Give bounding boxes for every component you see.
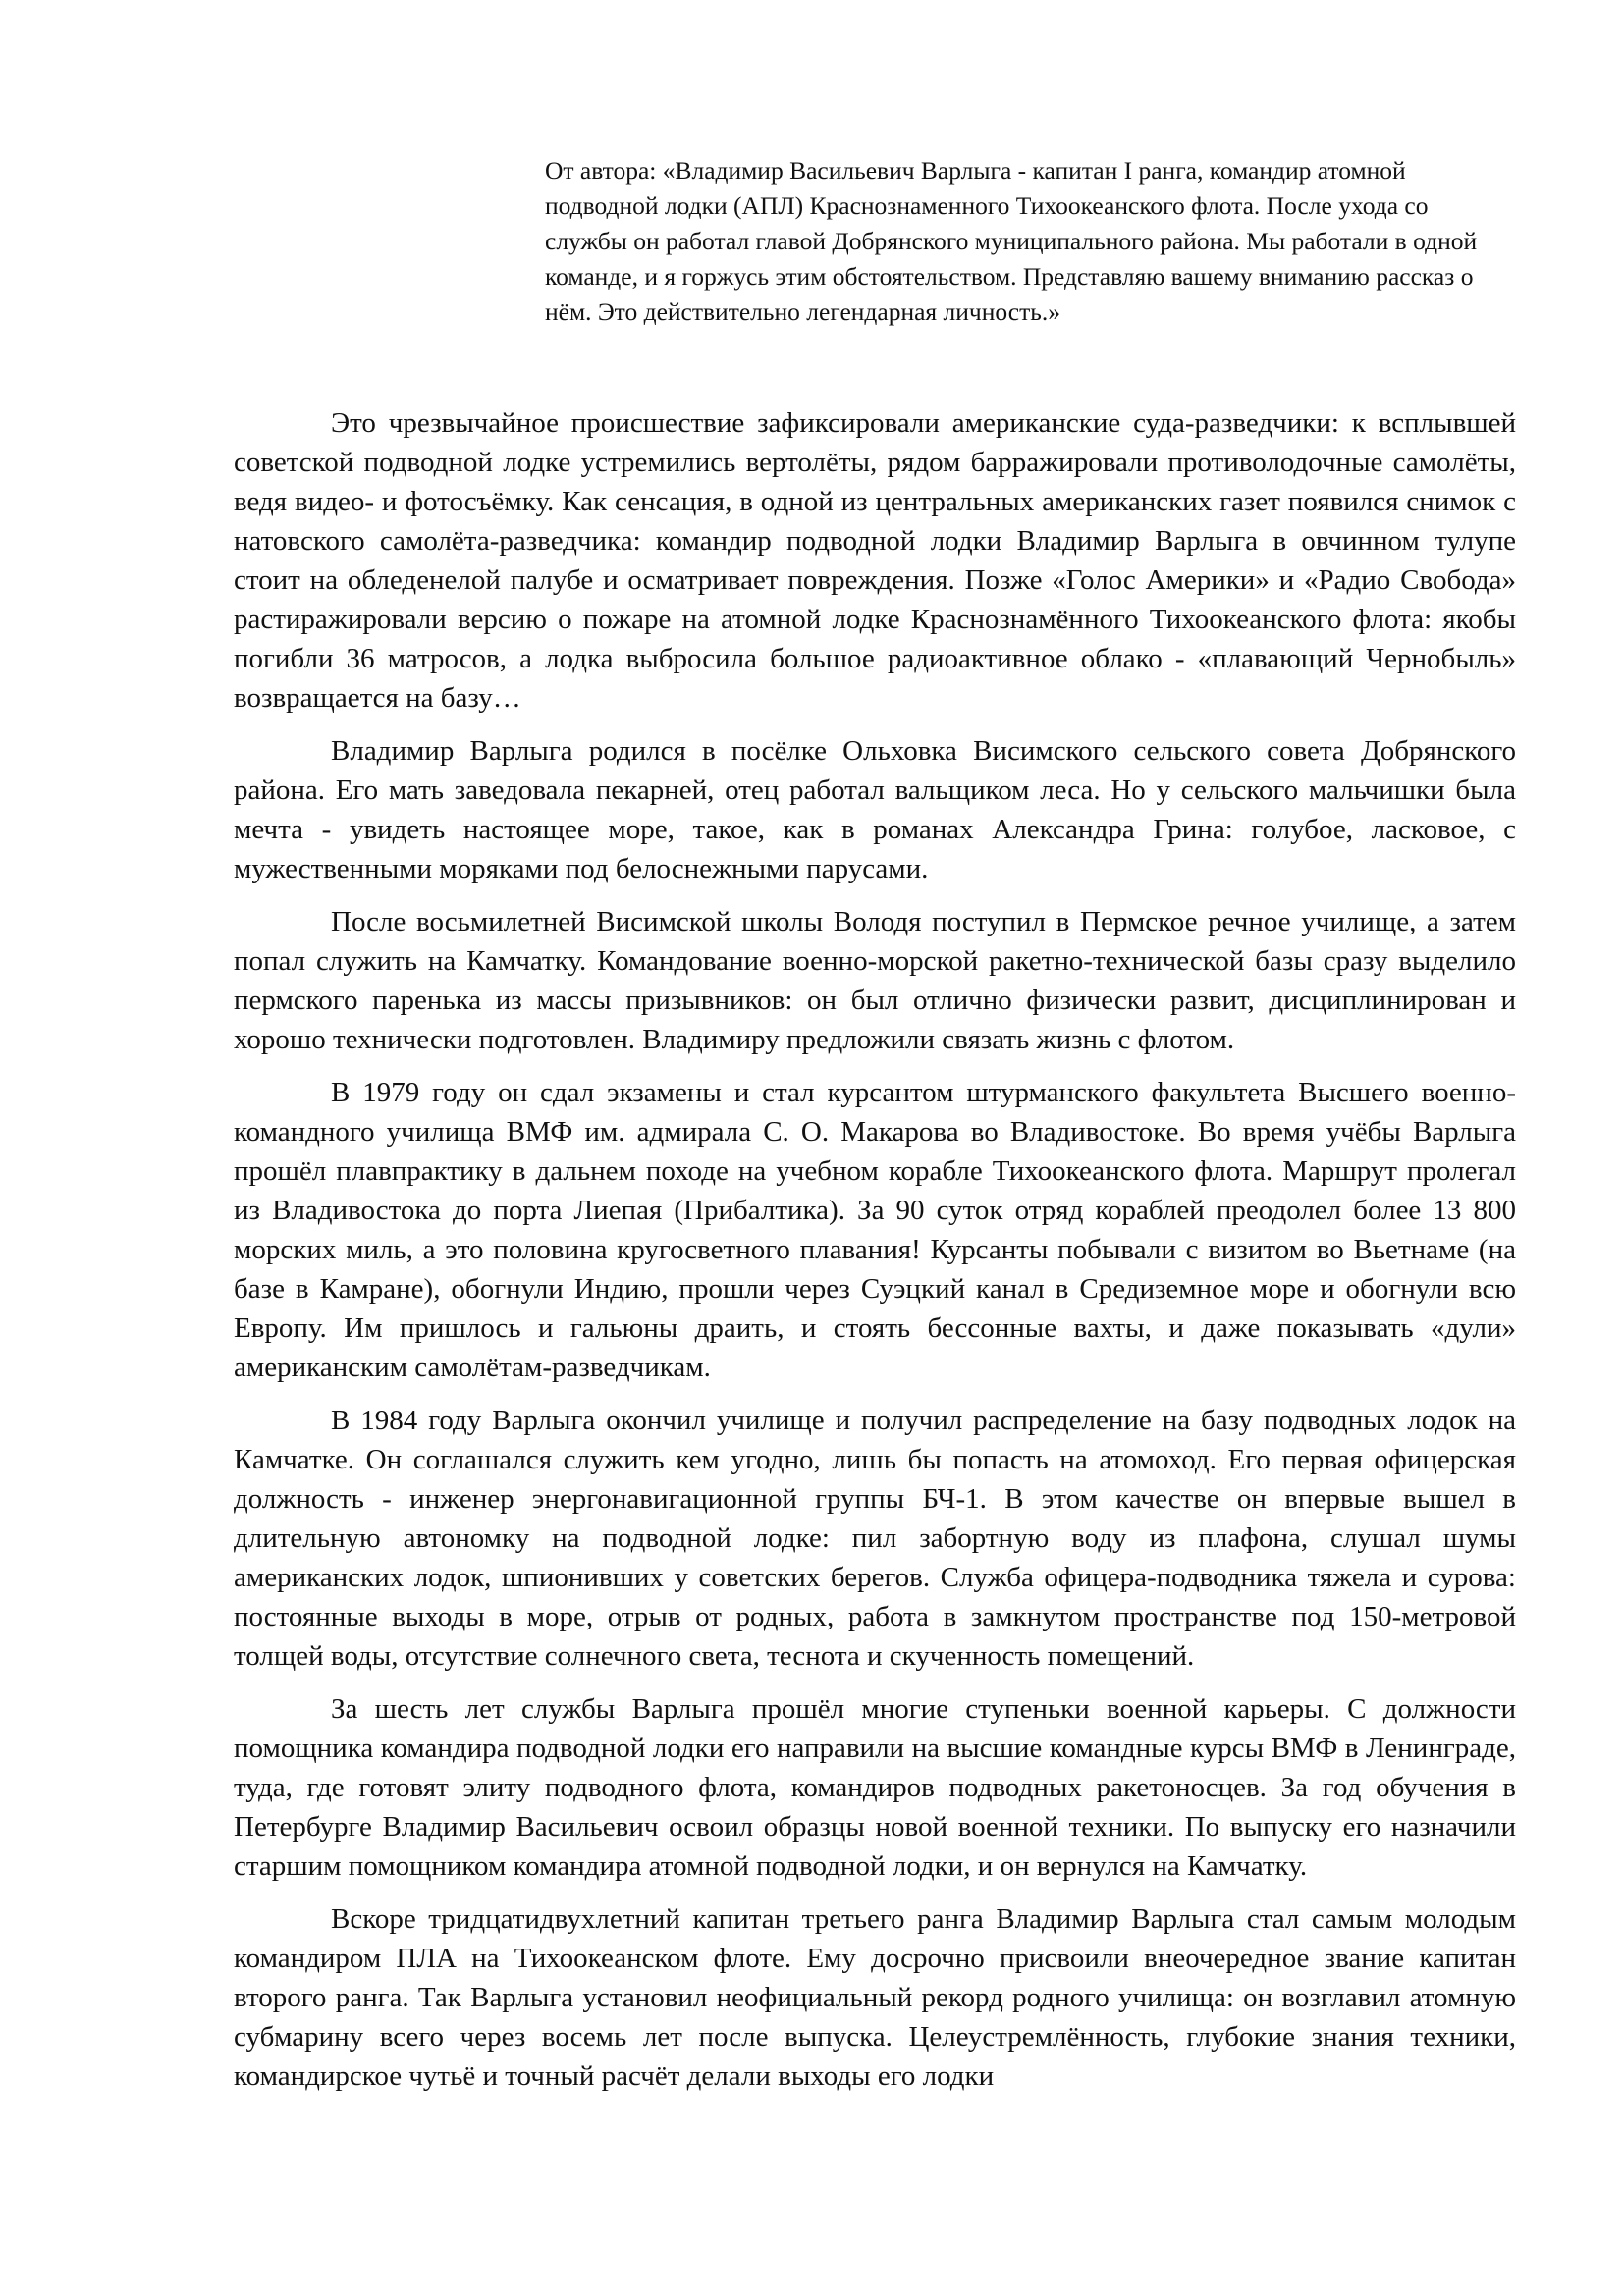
- paragraph: В 1979 году он сдал экзамены и стал курсантом штурманского факультета Высшего военно-командного училища ВМФ им. адмирала С. О. Макарова во Владивостоке. Во время учёбы Варлыга прошёл плавпрактику в дальнем походе на учебном корабле Тихоокеанского флота. Маршрут пролегал из Владивостока до порта Лиепая (Прибалтика). За 90 суток отряд кораблей преодолел более 13 800 морских миль, а это половина кругосветного плавания! Курсанты побывали с визитом во Вьетнаме (на базе в Камране), обогнули Индию, прошли через Суэцкий канал в Средиземное море и обогнули всю Европу. Им пришлось и гальюны драить, и стоять бессонные вахты, и даже показывать «дули» американским самолётам-разведчикам.: [234, 1077, 1516, 1383]
- paragraph: В 1984 году Варлыга окончил училище и получил распределение на базу подводных лодок на Камчатке. Он соглашался служить кем угодно, лишь бы попасть на атомоход. Его первая офицерская должность - инженер энергонавигационной группы БЧ-1. В этом качестве он впервые вышел в длительную автономку на подводной лодке: пил забортную воду из плафона, слушал шумы американских лодок, шпионивших у советских берегов. Служба офицера-подводника тяжела и сурова: постоянные выходы в море, отрыв от родных, работа в замкнутом пространстве под 150-метровой толщей воды, отсутствие солнечного света, теснота и скученность помещений.: [234, 1405, 1516, 1672]
- paragraph: За шесть лет службы Варлыга прошёл многие ступеньки военной карьеры. С должности помощника командира подводной лодки его направили на высшие командные курсы ВМФ в Ленинграде, туда, где готовят элиту подводного флота, командиров подводных ракетоносцев. За год обучения в Петербурге Владимир Васильевич освоил образцы новой военной техники. По выпуску его назначили старшим помощником командира атомной подводной лодки, и он вернулся на Камчатку.: [234, 1693, 1516, 1882]
- paragraph: После восьмилетней Висимской школы Володя поступил в Пермское речное училище, а затем попал служить на Камчатку. Командование военно-морской ракетно-технической базы сразу выделило пермского паренька из массы призывников: он был отлично физически развит, дисциплинирован и хорошо технически подготовлен. Владимиру предложили связать жизнь с флотом.: [234, 906, 1516, 1055]
- article-body: [234, 403, 1516, 2109]
- author-epigraph: От автора: «Владимир Васильевич Варлыга - капитан I ранга, командир атомной подводной лодки (АПЛ) Краснознаменного Тихоокеанского флота. После ухода со службы он работал главой Добрянского муниципального района. Мы работали в одной команде, и я горжусь этим обстоятельством. Представляю вашему вниманию рассказ о нём. Это действительно легендарная личность.»: [545, 156, 1478, 326]
- paragraph: Это чрезвычайное происшествие зафиксировали американские суда-разведчики: к всплывшей советской подводной лодке устремились вертолёты, рядом барражировали противолодочные самолёты, ведя видео- и фотосъёмку. Как сенсация, в одной из центральных американских газет появился снимок с натовского самолёта-разведчика: командир подводной лодки Владимир Варлыга в овчинном тулупе стоит на обледенелой палубе и осматривает повреждения. Позже «Голос Америки» и «Радио Свобода» растиражировали версию о пожаре на атомной лодке Краснознамённого Тихоокеанского флота: якобы погибли 36 матросов, а лодка выбросила большое радиоактивное облако - «плавающий Чернобыль» возвращается на базу…: [234, 407, 1516, 714]
- paragraph: Вскоре тридцатидвухлетний капитан третьего ранга Владимир Варлыга стал самым молодым командиром ПЛА на Тихоокеанском флоте. Ему досрочно присвоили внеочередное звание капитан второго ранга. Так Варлыга установил неофициальный рекорд родного училища: он возглавил атомную субмарину всего через восемь лет после выпуска. Целеустремлённость, глубокие знания техники, командирское чутьё и точный расчёт делали выходы его лодки: [234, 1903, 1516, 2092]
- paragraph: Владимир Варлыга родился в посёлке Ольховка Висимского сельского совета Добрянского района. Его мать заведовала пекарней, отец работал вальщиком леса. Но у сельского мальчишки была мечта - увидеть настоящее море, такое, как в романах Александра Грина: голубое, ласковое, с мужественными моряками под белоснежными парусами.: [234, 735, 1516, 884]
